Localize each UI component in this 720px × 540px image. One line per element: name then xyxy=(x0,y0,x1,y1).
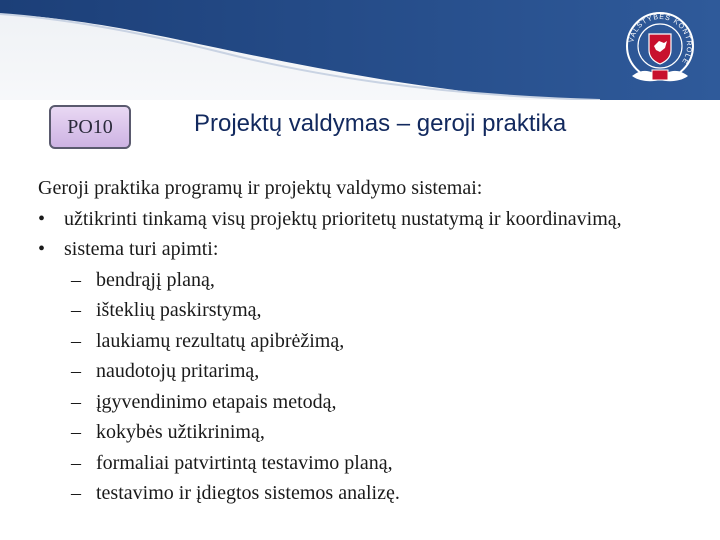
bullet-text: sistema turi apimti: xyxy=(64,238,219,260)
sub-item-text: bendrąjį planą, xyxy=(96,268,215,291)
bullet-item xyxy=(38,234,708,265)
sub-item xyxy=(38,265,708,296)
sub-item-text: kokybės užtikrinimą, xyxy=(96,421,265,443)
dash-mark: – xyxy=(71,421,81,443)
sub-item-text: testavimo ir įdiegtos sistemos analizę. xyxy=(96,482,400,504)
sub-item-text: įgyvendinimo etapais metodą, xyxy=(96,390,337,413)
bullet-mark: • xyxy=(38,238,46,260)
sub-item xyxy=(38,326,708,357)
dash-mark: – xyxy=(71,360,81,382)
sub-item xyxy=(38,295,708,326)
dash-mark: – xyxy=(71,268,81,291)
sub-item xyxy=(38,387,708,418)
bullet-text: užtikrinti tinkamą visų projektų prioritetų nustatymą ir koordinavimą, xyxy=(64,207,622,230)
bullet-item xyxy=(38,204,708,235)
dash-mark: – xyxy=(71,390,81,413)
sub-item xyxy=(38,417,708,448)
logo-ring-text: VALSTYBĖS KONTROLĖ xyxy=(628,13,693,66)
dash-mark: – xyxy=(71,329,81,352)
slide-code-badge: PO10 xyxy=(49,105,131,149)
sub-item xyxy=(38,356,708,387)
sub-item-text: išteklių paskirstymą, xyxy=(96,299,262,321)
dash-mark: – xyxy=(71,482,81,504)
sub-item-text: formaliai patvirtintą testavimo planą, xyxy=(96,451,393,474)
sub-item xyxy=(38,448,708,479)
dash-mark: – xyxy=(71,451,81,474)
dash-mark: – xyxy=(71,299,81,321)
slide-title: Projektų valdymas – geroji praktika xyxy=(194,110,567,137)
state-audit-office-emblem-icon xyxy=(612,8,708,92)
sub-item xyxy=(38,478,708,509)
sub-item-text: laukiamų rezultatų apibrėžimą, xyxy=(96,329,345,352)
sub-item-text: naudotojų pritarimą, xyxy=(96,360,260,382)
header-band xyxy=(0,0,720,100)
bullet-mark: • xyxy=(38,207,46,230)
slide-body xyxy=(38,173,708,509)
intro-text: Geroji praktika programų ir projektų valdymo sistemai: xyxy=(38,177,483,199)
